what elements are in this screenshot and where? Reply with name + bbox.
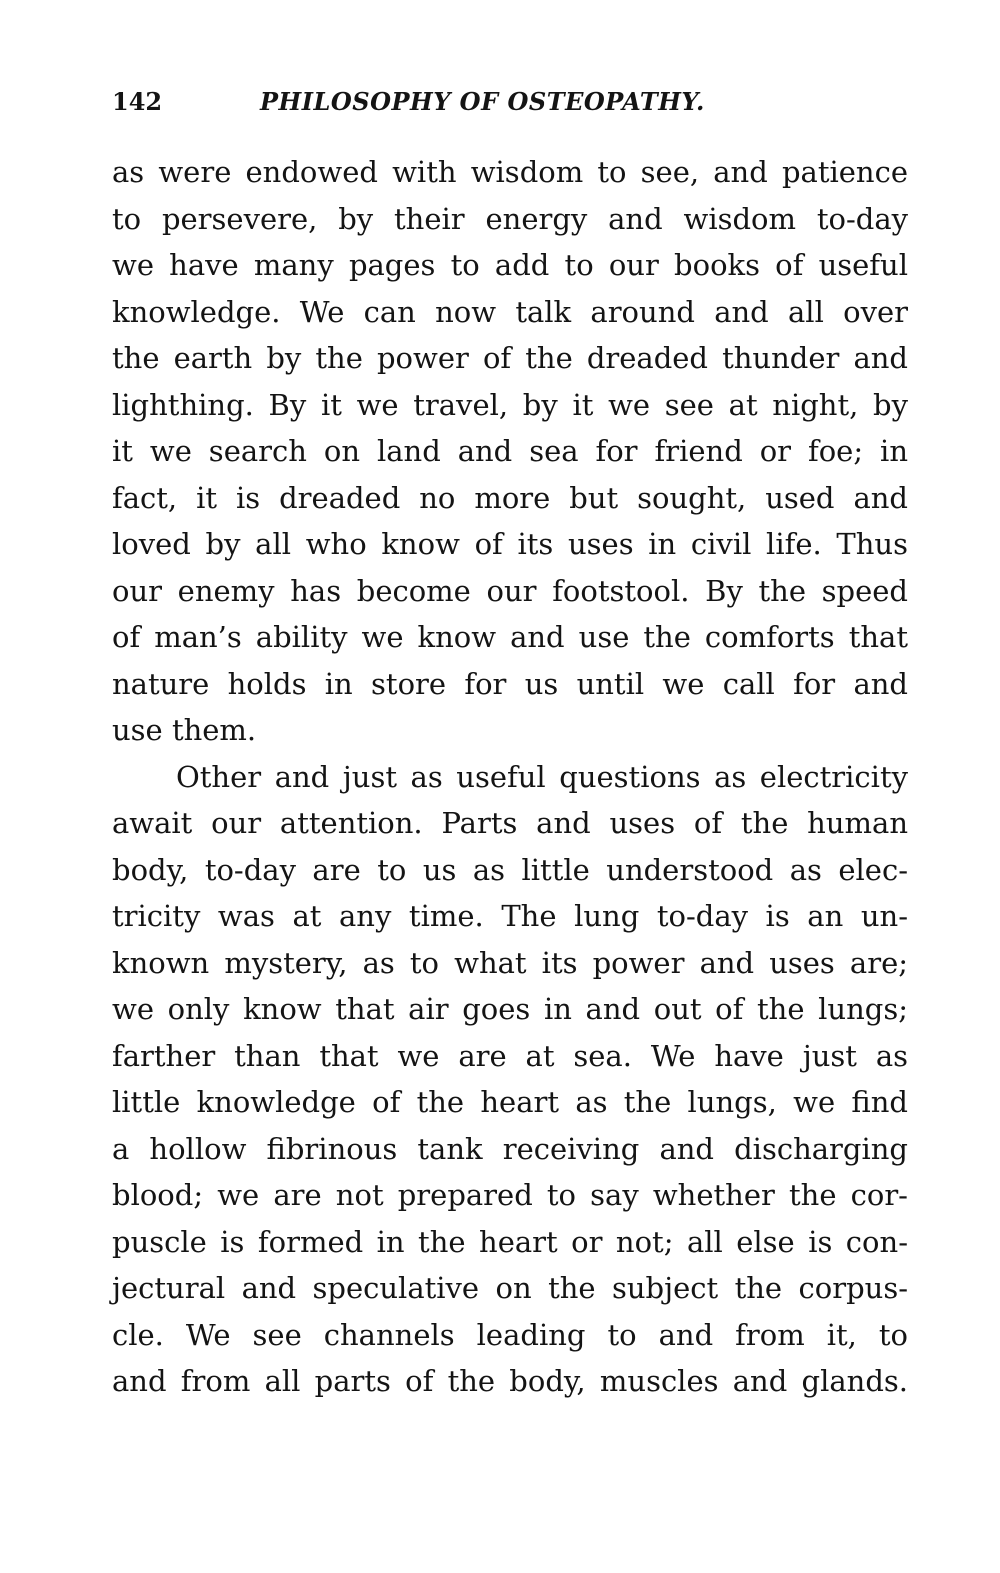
text-line: we only know that air goes in and out of the lungs; [112, 992, 908, 1026]
text-line: to persevere, by their energy and wisdom to-day [112, 201, 908, 236]
text-line: await our attention. Parts and uses of the human [112, 806, 908, 840]
text-line: lighthing. By it we travel, by it we see at night, by [112, 387, 908, 422]
text-line: loved by all who know of its uses in civil life. Thus [112, 527, 908, 561]
text-line: puscle is formed in the heart or not; all else is con- [112, 1224, 908, 1259]
text-line: knowledge. We can now talk around and all over [112, 294, 908, 329]
text-line: cle. We see channels leading to and from it, to [112, 1317, 908, 1352]
page-number: 142 [112, 87, 163, 116]
text-line: it we search on land and sea for friend or foe; in [112, 434, 908, 468]
text-line: little knowledge of the heart as the lungs, we find [112, 1085, 908, 1119]
text-line: farther than that we are at sea. We have just as [112, 1038, 908, 1073]
paragraph-1 [112, 149, 908, 754]
text-line: fact, it is dreaded no more but sought, used and [112, 480, 908, 515]
text-line: nature holds in store for us until we call for and [112, 666, 908, 701]
text-line: and from all parts of the body, muscles and glands. [112, 1364, 908, 1398]
text-line: our enemy has become our footstool. By the speed [112, 573, 908, 608]
text-line: blood; we are not prepared to say whether the cor- [112, 1178, 908, 1212]
text-line: jectural and speculative on the subject the corpus- [112, 1271, 908, 1305]
text-line: Other and just as useful questions as electricity [176, 759, 908, 794]
running-head [112, 82, 912, 122]
paragraph-2 [112, 754, 908, 1405]
text-line: as were endowed with wisdom to see, and patience [112, 155, 908, 189]
text-line: body, to-day are to us as little understood as elec- [112, 852, 908, 887]
text-line: we have many pages to add to our books of useful [112, 248, 908, 282]
text-line: use them. [112, 713, 257, 747]
text-line: tricity was at any time. The lung to-day is an un- [112, 899, 908, 933]
text-line: the earth by the power of the dreaded thunder and [112, 341, 908, 375]
text-line: known mystery, as to what its power and uses are; [112, 945, 908, 980]
text-line: a hollow fibrinous tank receiving and discharging [112, 1131, 908, 1166]
text-line: of man’s ability we know and use the comforts that [112, 620, 908, 654]
running-title: PHILOSOPHY OF OSTEOPATHY. [260, 87, 705, 116]
body-text [112, 149, 908, 1405]
